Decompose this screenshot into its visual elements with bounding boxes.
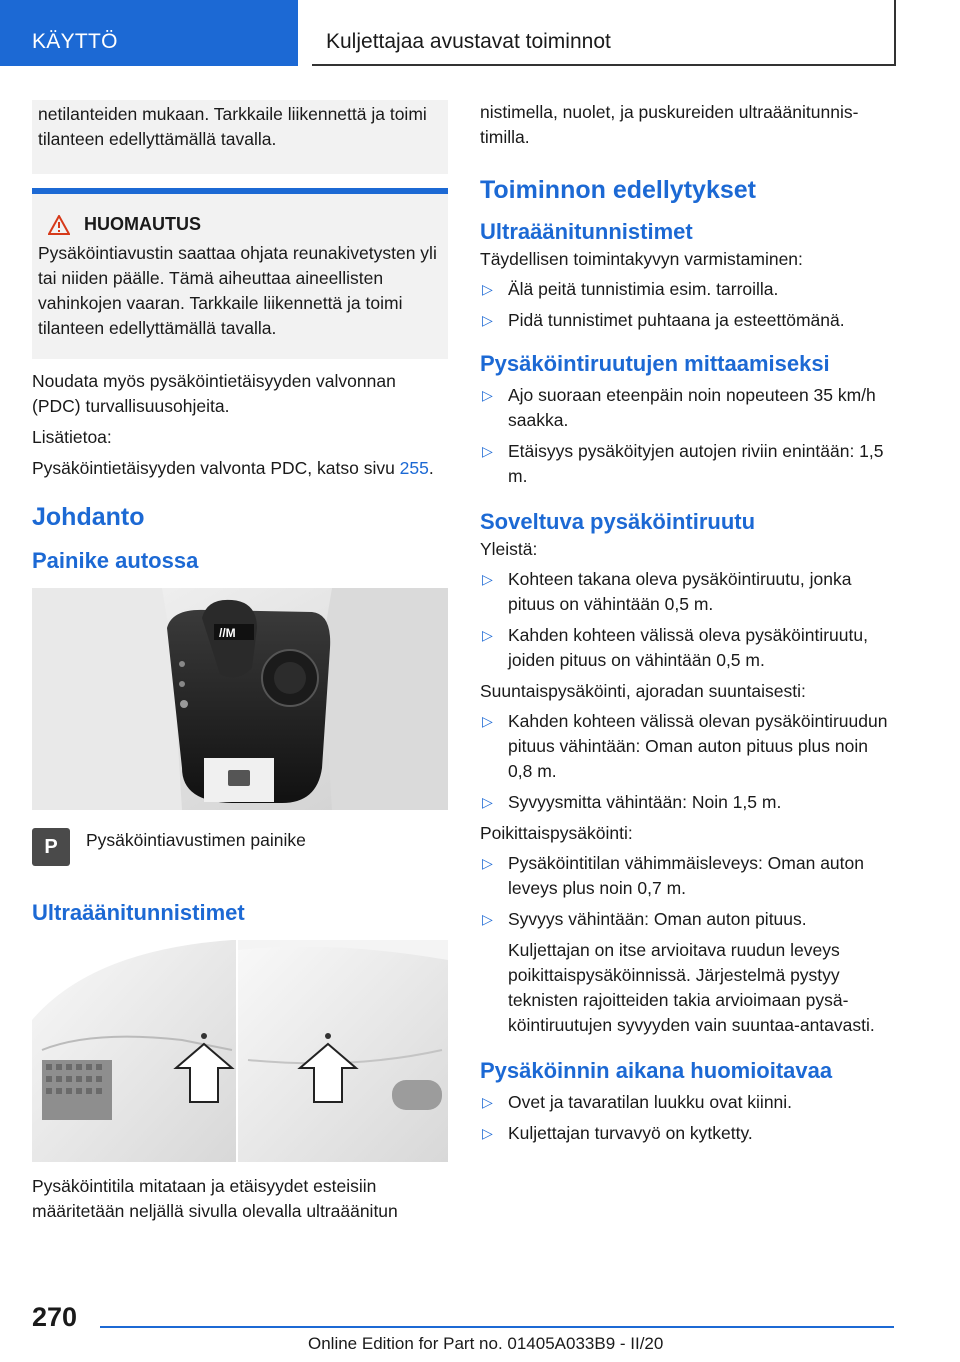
list-item xyxy=(480,308,896,333)
list-item xyxy=(480,790,896,815)
list-item xyxy=(480,851,896,901)
list-item-text: Kohteen takana oleva pysäköintiruutu, jonka pituus on vähintään 0,5 m. xyxy=(508,569,852,614)
yleista-list xyxy=(480,567,896,673)
list-item xyxy=(480,709,896,784)
triangle-bullet-icon: ▷ xyxy=(482,312,493,328)
triangle-bullet-icon: ▷ xyxy=(482,713,493,729)
triangle-bullet-icon: ▷ xyxy=(482,443,493,459)
section-tab: KÄYTTÖ xyxy=(0,0,298,66)
suuntais-label: Suuntaispysäköinti, ajoradan suuntaisesti: xyxy=(480,681,806,701)
list-item-text: Etäisyys pysäköityjen autojen riviin enintään: 1,5 m. xyxy=(508,441,884,486)
right-column xyxy=(480,100,896,1152)
triangle-bullet-icon: ▷ xyxy=(482,571,493,587)
list-item-text: Kahden kohteen välissä olevan pysäköintiruudun pituus vähintään: Oman auton pituus plus noin 0,8 m. xyxy=(508,711,888,781)
list-item xyxy=(480,907,896,932)
list-item-text: Syvyys vähintään: Oman auton pituus. xyxy=(508,909,807,929)
intro-box: netilanteiden mukaan. Tarkkaile liikennettä ja toimi tilanteen edellyttämällä tavalla. xyxy=(32,100,448,174)
more-info-label: Lisätietoa: xyxy=(32,427,112,447)
notice-text: Pysäköintiavustin saattaa ohjata reunakivetysten yli tai niiden päälle. Tämä aiheuttaa aineellisten vahinkojen vaaran. Tarkkaile liikennettä ja toimi tilanteen edellyttämällä tavalla. xyxy=(38,243,437,338)
list-item-text: Kuljettajan turvavyö on kytketty. xyxy=(508,1123,753,1143)
triangle-bullet-icon: ▷ xyxy=(482,855,493,871)
notice-box xyxy=(32,188,448,359)
triangle-bullet-icon: ▷ xyxy=(482,911,493,927)
triangle-bullet-icon: ▷ xyxy=(482,794,493,810)
heading-ultra-left: Ultraäänitunnistimet xyxy=(32,900,245,925)
heading-huomio: Pysäköinnin aikana huomioitavaa xyxy=(480,1058,833,1083)
list-item-text: Pysäköintitilan vähimmäisleveys: Oman auton leveys plus noin 0,7 m. xyxy=(508,853,864,898)
console-image xyxy=(32,588,448,810)
ultra-continued: nistimella, nuolet, ja puskureiden ultraäänitunnistimilla. xyxy=(480,102,859,147)
list-item-text: Ovet ja tavaratilan luukku ovat kiinni. xyxy=(508,1092,793,1112)
list-item xyxy=(480,383,896,433)
warning-triangle-icon xyxy=(48,215,70,235)
chapter-title: Kuljettajaa avustavat toiminnot xyxy=(312,0,896,66)
pdc-reference-text: Pysäköintietäisyyden valvonta PDC, katso sivu xyxy=(32,458,400,478)
yleista-label: Yleistä: xyxy=(480,539,538,559)
parking-assist-icon: P xyxy=(32,828,70,866)
list-item xyxy=(480,1090,896,1115)
footer-divider xyxy=(100,1326,894,1328)
ultra-description: Pysäköintitila mitataan ja etäisyydet esteisiin määritetään neljällä sivulla olevalla ultraäänitun xyxy=(32,1176,398,1221)
poikittais-label: Poikittaispysäköinti: xyxy=(480,823,633,843)
ultra-intro: Täydellisen toimintakyvyn varmistaminen: xyxy=(480,249,803,269)
heading-painike: Painike autossa xyxy=(32,548,199,573)
list-item-text: Syvyysmitta vähintään: Noin 1,5 m. xyxy=(508,792,782,812)
huomio-list xyxy=(480,1090,896,1146)
triangle-bullet-icon: ▷ xyxy=(482,387,493,403)
edition-text: Online Edition for Part no. 01405A033B9 - II/20 xyxy=(308,1334,664,1353)
triangle-bullet-icon: ▷ xyxy=(482,627,493,643)
notice-title-row xyxy=(38,214,438,235)
heading-mittaus: Pysäköintiruutujen mittaamiseksi xyxy=(480,351,830,376)
list-item xyxy=(480,277,896,302)
ultra-list xyxy=(480,277,896,333)
suuntais-list xyxy=(480,709,896,815)
list-item-text: Pidä tunnistimet puhtaana ja esteettömänä. xyxy=(508,310,845,330)
list-item-text: Älä peitä tunnistimia esim. tarroilla. xyxy=(508,279,779,299)
page-number: 270 xyxy=(32,1302,78,1332)
heading-ultra-right: Ultraäänitunnistimet xyxy=(480,219,693,244)
heading-soveltuva: Soveltuva pysäköintiruutu xyxy=(480,509,756,534)
pdc-reference xyxy=(32,456,448,481)
pdc-note: Noudata myös pysäköintietäisyyden valvonnan (PDC) turvallisuusohjeita. xyxy=(32,371,396,416)
console-illustration xyxy=(32,588,448,810)
list-item-text: Kahden kohteen välissä oleva pysäköintiruutu, joiden pituus on vähintään 0,5 m. xyxy=(508,625,868,670)
pdc-reference-end: . xyxy=(428,458,434,478)
button-caption-row xyxy=(32,828,448,866)
poikittais-note: Kuljettajan on itse arvioitava ruudun leveys poikittaispysäköinnissä. Järjestelmä pystyy teknisten rajoitteiden takia arvioimaan pysäköintiruutujen syvyyden vain suuntaa-antavasti. xyxy=(508,940,875,1035)
list-item xyxy=(480,623,896,673)
triangle-bullet-icon: ▷ xyxy=(482,1094,493,1110)
heading-edellytykset: Toiminnon edellytykset xyxy=(480,176,756,204)
left-column xyxy=(32,100,448,1224)
heading-johdanto: Johdanto xyxy=(32,503,145,531)
bumper-sensors-image xyxy=(32,940,448,1162)
poikittais-list xyxy=(480,851,896,932)
notice-title: HUOMAUTUS xyxy=(84,214,201,234)
list-item-text: Ajo suoraan eteenpäin noin nopeuteen 35 km/h saakka. xyxy=(508,385,876,430)
button-caption: Pysäköintiavustimen painike xyxy=(86,830,306,850)
triangle-bullet-icon: ▷ xyxy=(482,281,493,297)
triangle-bullet-icon: ▷ xyxy=(482,1125,493,1141)
svg-text://M: //M xyxy=(219,626,236,640)
list-item xyxy=(480,567,896,617)
mittaus-list xyxy=(480,383,896,489)
list-item xyxy=(480,439,896,489)
page-link-255[interactable]: 255 xyxy=(399,458,429,478)
bumper-illustration xyxy=(32,940,448,1162)
list-item xyxy=(480,1121,896,1146)
